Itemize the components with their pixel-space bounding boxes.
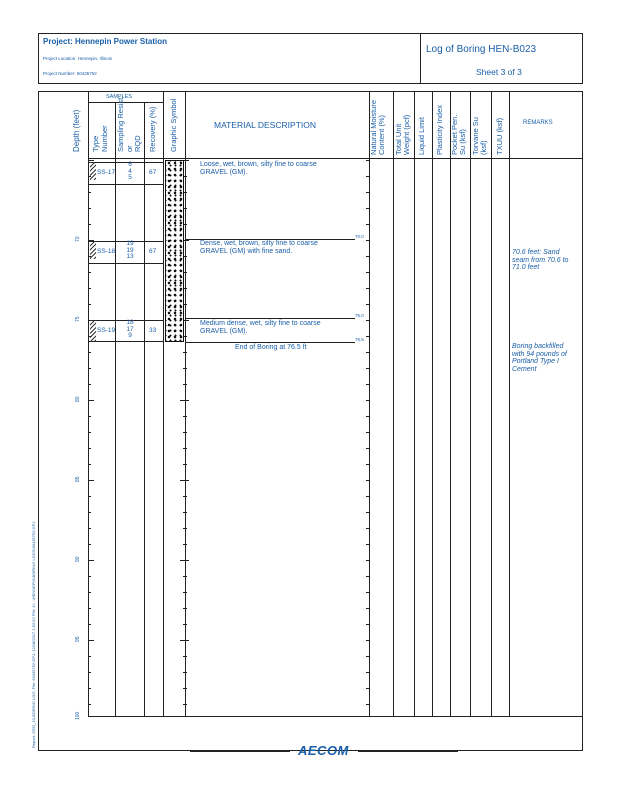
layer-boundary [185,342,355,343]
depth-tick [366,640,369,641]
col-number: Number [100,125,109,152]
depth-tick [366,656,369,657]
depth-tick [366,512,369,513]
footer-rule-right [358,751,458,752]
col-line [491,91,492,717]
sheet-number: Sheet 3 of 3 [476,67,522,77]
depth-tick [366,304,369,305]
depth-tick [88,304,91,305]
col-line [144,102,145,717]
log-frame [38,91,583,751]
col-remarks: REMARKS [523,120,553,126]
col-line [115,102,116,717]
depth-label: 75 [75,316,81,322]
samples-group-label: SAMPLES [106,94,132,100]
layer-depth-mark: 76.5 [355,337,364,342]
sample-recovery: 67 [149,248,157,255]
depth-tick [366,384,369,385]
footer-rule-left [190,751,290,752]
remark: Boring backfilled with 94 pounds of Portland Type I Cement [512,343,567,373]
depth-label: 90 [75,556,81,562]
depth-tick [88,544,91,545]
depth-tick [366,320,369,321]
depth-tick [88,576,91,577]
depth-tick [183,704,187,705]
depth-tick [366,256,369,257]
samples-group-rule [88,102,163,103]
depth-tick [88,688,91,689]
depth-tick [88,672,91,673]
depth-tick [88,640,94,641]
project-name: Project: Hennepin Power Station [43,37,168,46]
depth-tick [183,368,187,369]
depth-tick [88,368,91,369]
depth-tick [88,352,91,353]
depth-tick [366,400,369,401]
layer-description: Loose, wet, brown, silty fine to coarse GRAVEL (GM). [200,161,317,176]
col-line [470,91,471,717]
depth-tick [366,688,369,689]
depth-tick [88,448,91,449]
layer-description: Dense, wet, brown, silty fine to coarse GRAVEL (GM) with fine sand. [200,240,318,255]
col-rqd: or [125,145,134,152]
depth-tick [366,592,369,593]
col-moisture: Natural Moisture Content (%) [369,99,386,155]
depth-tick [88,704,91,705]
sample-recovery: 33 [149,327,157,334]
depth-label: 95 [75,636,81,642]
depth-tick [88,560,94,561]
depth-tick [183,592,187,593]
remark: 70.6 feet: Sand seam from 70.6 to 71.0 feet [512,249,569,271]
depth-tick [88,384,91,385]
depth-tick [183,528,187,529]
col-recovery: Recovery (%) [148,106,157,152]
depth-tick [366,192,369,193]
depth-tick [366,544,369,545]
col-rqd2: RQD [133,135,142,152]
col-line [432,91,433,717]
depth-tick [366,160,369,161]
depth-tick [183,512,187,513]
depth-tick [88,192,91,193]
depth-tick [183,464,187,465]
depth-tick [180,560,189,561]
depth-label: 100 [75,711,81,720]
graphic-outline [165,160,184,342]
project-location: Project Location: Hennepin, Illinois [43,56,113,61]
depth-tick [88,400,94,401]
depth-tick [366,224,369,225]
depth-tick [366,576,369,577]
depth-tick [366,432,369,433]
depth-tick [183,656,187,657]
depth-tick [88,288,91,289]
sample-type: SS-17 [97,169,116,176]
sample-blows: 18 17 9 [126,319,134,339]
col-unit-weight: Total Unit Weight (pcf) [394,114,411,155]
depth-tick [88,160,94,161]
depth-tick [183,384,187,385]
depth-tick [366,528,369,529]
depth-tick [366,448,369,449]
depth-tick [183,496,187,497]
depth-tick [366,480,369,481]
depth-tick [88,272,91,273]
sample-recovery: 67 [149,169,157,176]
sample-type: SS-19 [97,327,116,334]
depth-tick [183,576,187,577]
layer-depth-mark: 70.0 [355,234,364,239]
depth-tick [183,416,187,417]
layer-boundary [185,318,355,319]
sample-hatch [90,320,96,342]
depth-tick [88,624,91,625]
col-material: MATERIAL DESCRIPTION [214,120,317,130]
col-depth: Depth (feet) [72,109,81,152]
report-file-path: Report: GEO_10-BORING LOG; File: 60435752.GPJ; 12/18/2017 2:52:52 PM; J:\...\HENNEPIN\BORING LOGS\60435752.GPJ [31,521,36,748]
depth-tick [366,208,369,209]
col-plasticity: Plasticity Index [435,104,444,155]
depth-tick [88,512,91,513]
depth-tick [366,352,369,353]
depth-tick [88,416,91,417]
col-line [369,91,370,717]
project-number: Project Number: 60435752 [43,71,97,76]
depth-tick [366,368,369,369]
depth-tick [88,432,91,433]
col-line [414,91,415,717]
layer-boundary [185,239,355,240]
depth-tick [88,528,91,529]
depth-tick [183,544,187,545]
depth-tick [183,608,187,609]
depth-tick [366,176,369,177]
depth-tick [183,432,187,433]
depth-tick [366,560,369,561]
col-txuu: TXUU (ksf) [495,117,504,155]
depth-tick [88,224,91,225]
depth-tick [366,496,369,497]
col-pocket-pen: Pocket Pen. Su (ksf) [450,114,467,155]
depth-tick [366,240,369,241]
depth-tick [180,640,189,641]
depth-tick [366,416,369,417]
depth-label: 85 [75,476,81,482]
sample-hatch [90,241,96,259]
layer-description: Medium dense, wet, silty fine to coarse GRAVEL (GM). [200,320,321,335]
depth-tick [366,464,369,465]
header-divider [420,33,421,84]
layer-depth-mark: 75.0 [355,313,364,318]
depth-tick [88,608,91,609]
sample-blows: 19 19 13 [126,240,134,260]
depth-tick [366,288,369,289]
depth-tick [88,480,94,481]
col-type: Type [91,135,100,152]
depth-tick [88,656,91,657]
depth-tick [183,352,187,353]
col-torvane: Torvane Su (ksf) [471,117,488,155]
depth-tick [366,336,369,337]
depth-tick [366,672,369,673]
depth-tick [366,608,369,609]
depth-tick [88,592,91,593]
depth-tick [183,688,187,689]
col-line [450,91,451,717]
depth-label: 80 [75,396,81,402]
depth-tick [88,496,91,497]
depth-tick [366,704,369,705]
depth-tick [183,624,187,625]
col-graphic: Graphic Symbol [169,98,178,152]
depth-tick [183,672,187,673]
col-line [509,91,510,717]
depth-tick [366,624,369,625]
depth-tick [88,464,91,465]
depth-tick [180,480,189,481]
depth-tick [180,400,189,401]
end-of-boring: End of Boring at 76.5 ft [235,344,307,351]
depth-tick [366,272,369,273]
col-sampling-resist: Sampling Resist. [116,95,125,152]
depth-tick [183,448,187,449]
aecom-logo: AECOM [298,743,349,758]
sample-hatch [90,162,96,180]
sample-blows: 6 4 5 [128,161,132,181]
depth-label: 70 [75,236,81,242]
depth-tick [88,208,91,209]
sample-type: SS-18 [97,248,116,255]
col-liquid-limit: Liquid Limit [417,117,426,155]
log-title: Log of Boring HEN-B023 [426,44,537,55]
col-line [393,91,394,717]
